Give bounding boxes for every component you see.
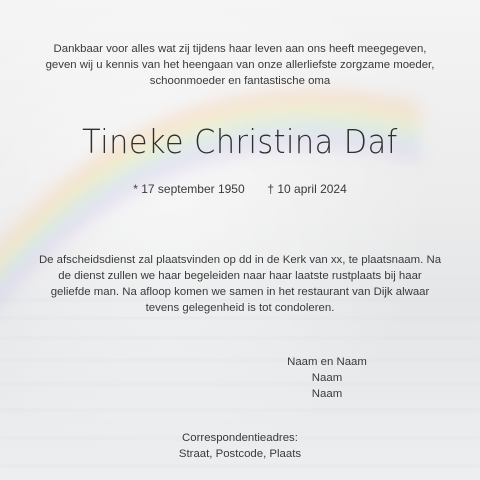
intro-line: schoonmoeder en fantastische oma [149,75,331,87]
deceased-name: Tineke Christina Daf [82,122,398,161]
life-dates [0,181,480,197]
service-line: tevens gelegenheid is tot condoleren. [145,302,335,314]
death-date: 10 april 2024 [277,182,347,196]
intro-line: geven wij u kennis van het heengaan van onze allerliefste zorgzame moeder, [45,59,435,71]
service-line: De afscheidsdienst zal plaatsvinden op dd in de Kerk van xx, te plaatsnaam. Na [38,254,442,266]
correspondence-label: Correspondentieadres: [182,432,298,444]
correspondence-address [0,430,480,462]
signers [255,354,399,402]
service-line: geliefde man. Na afloop komen we samen in het restaurant van Dijk alwaar [50,286,430,298]
address-text: Straat, Postcode, Plaats [178,448,302,460]
service-announcement [0,252,480,316]
birth-date: 17 september 1950 [141,182,245,196]
service-line: de dienst zullen we haar begeleiden naar haar laatste rustplaats bij haar [58,270,422,282]
death-cross-icon: † [267,182,275,196]
intro-text [0,41,480,89]
signer-name: Naam [311,388,343,400]
birth-symbol-icon: * [133,182,138,196]
signer-name: Naam en Naam [287,356,367,368]
intro-line: Dankbaar voor alles wat zij tijdens haar leven aan ons heeft meegegeven, [53,43,427,55]
signer-name: Naam [311,372,343,384]
